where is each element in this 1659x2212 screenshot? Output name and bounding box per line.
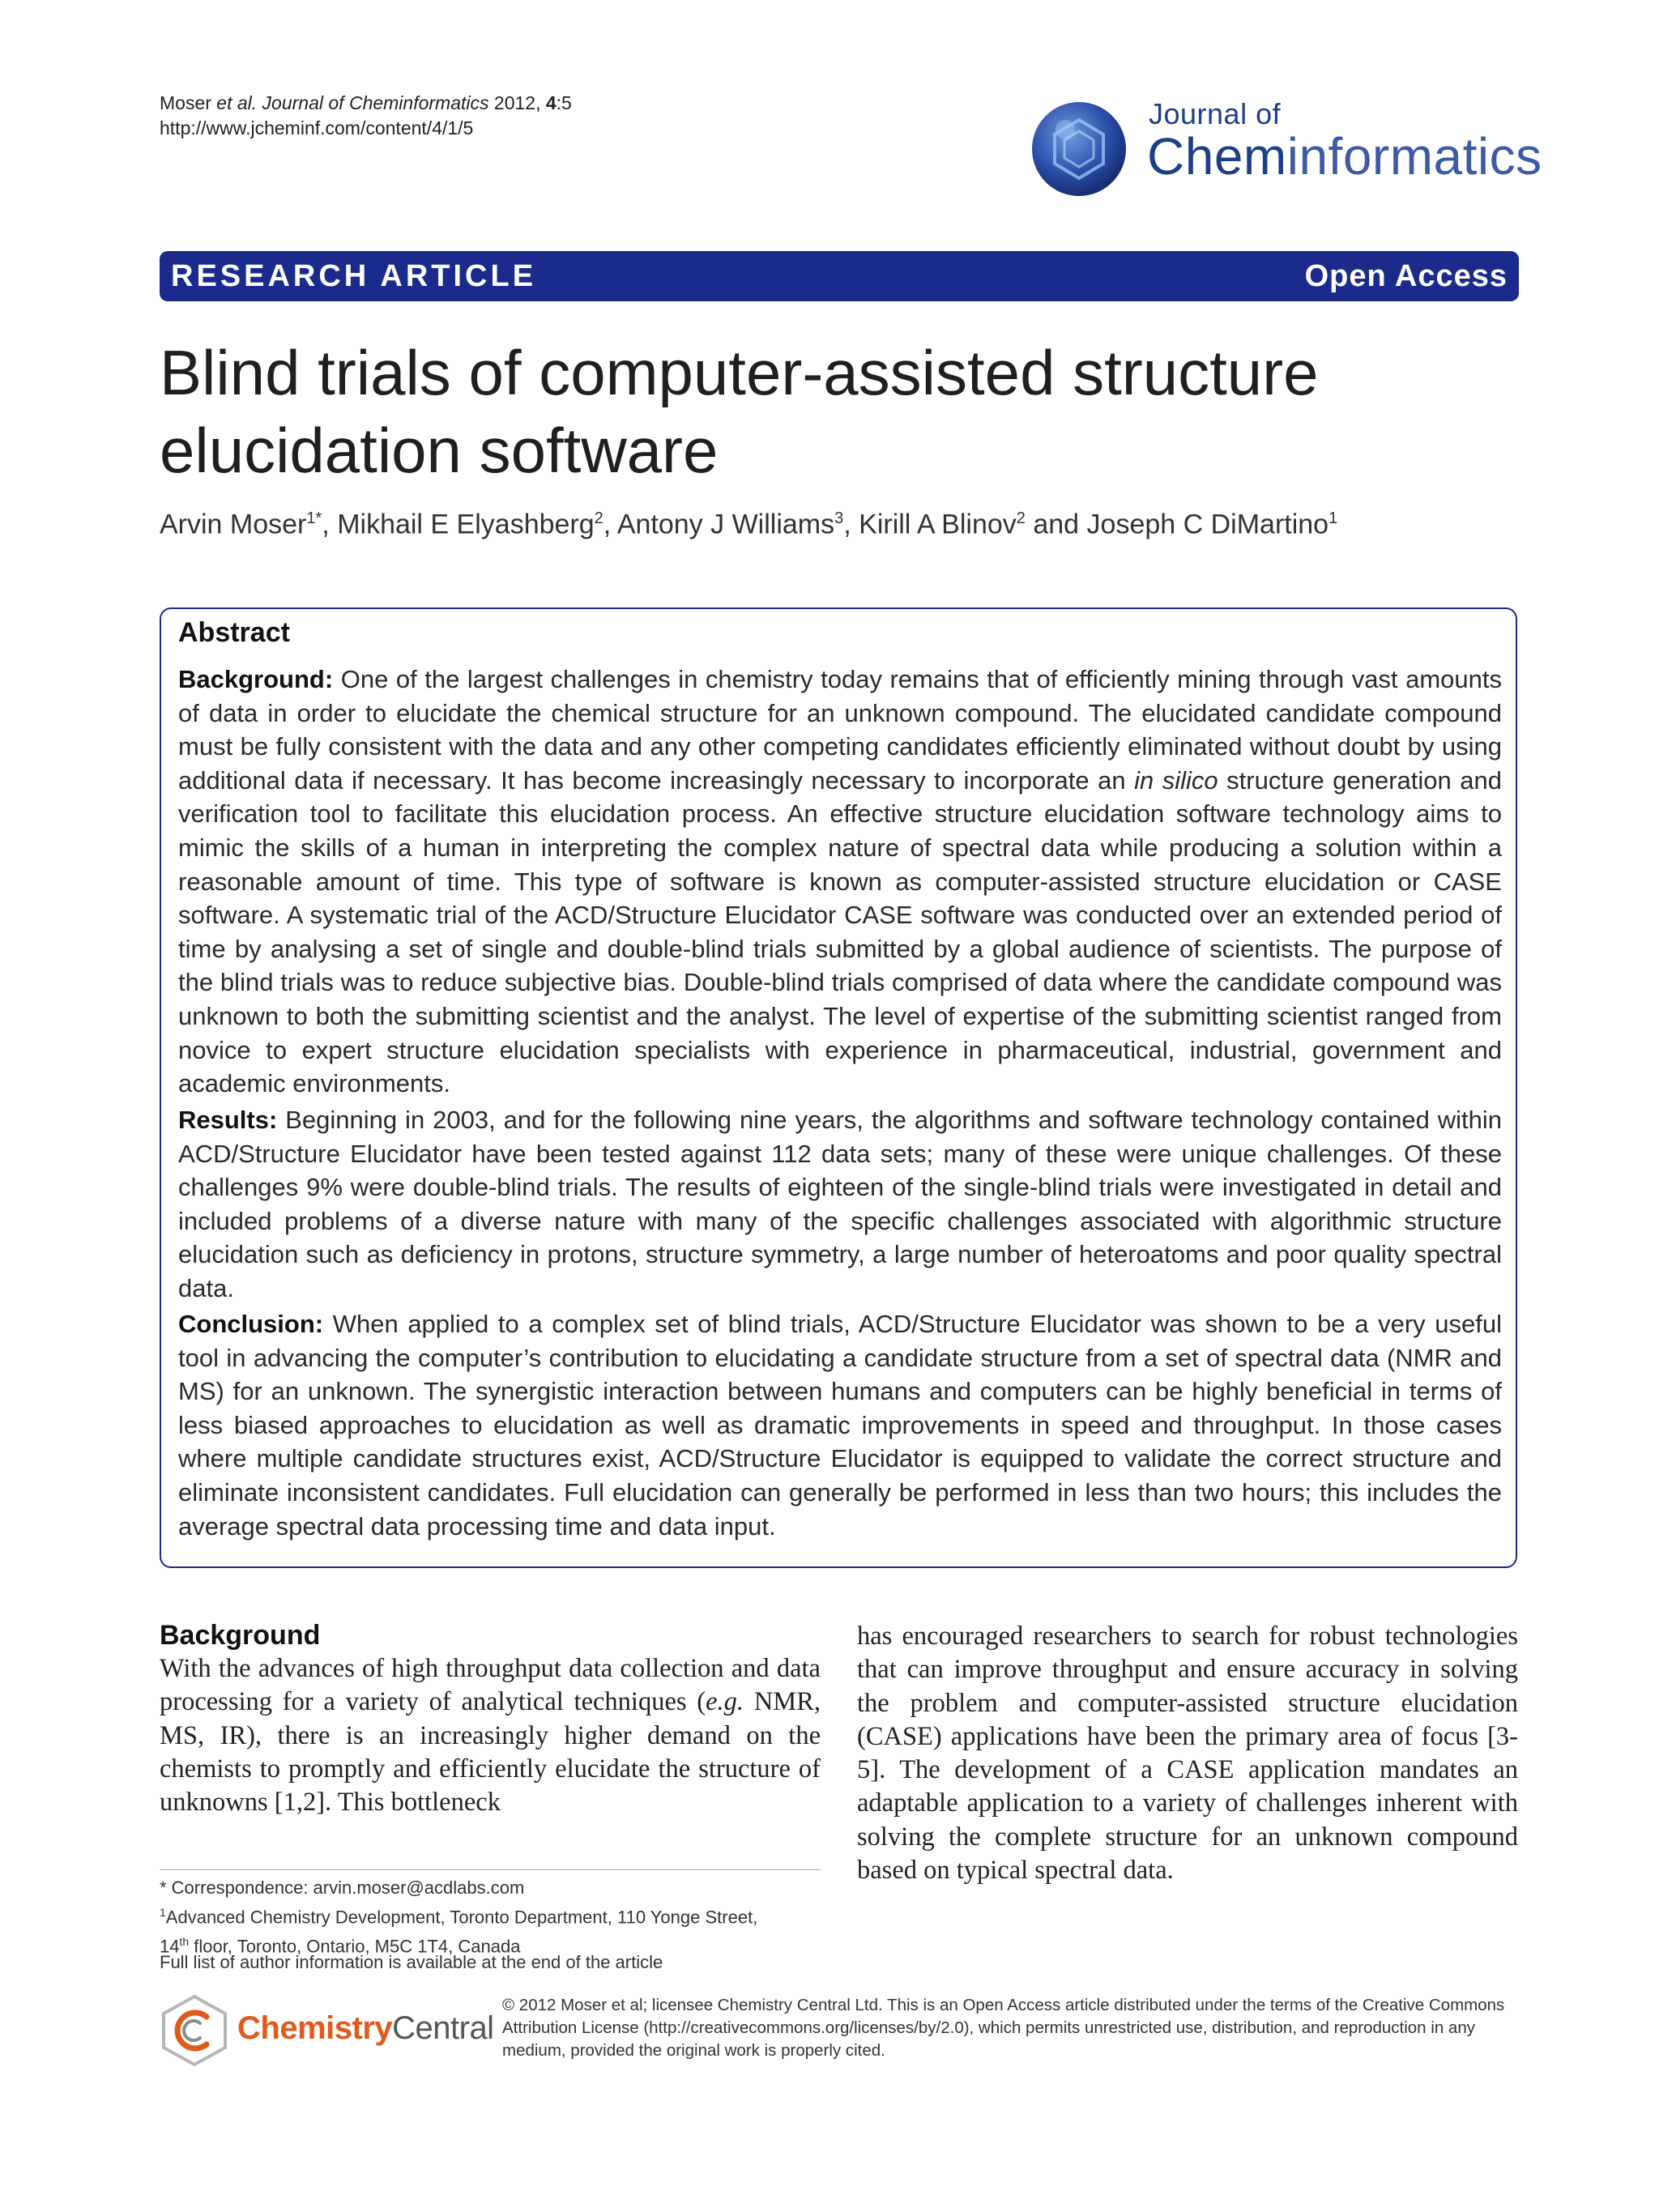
open-access-label: Open Access <box>1304 259 1508 293</box>
abstract-conclusion: Conclusion: When applied to a complex set of blind trials, ACD/Structure Elucidator was shown to be a very useful tool in advancing the computer’s contribution to elucidating a candidate structure from a set of spectral data (NMR and MS) for an unknown. The synergistic interaction between humans and computers can be highly beneficial in terms of less biased approaches to elucidation as well as dramatic improvements in speed and throughput. In those cases where multiple candidate structures exist, ACD/Structure Elucidator is equipped to validate the correct structure and eliminate inconsistent candidates. Full elucidation can generally be performed in less than two hours; this includes the average spectral data processing time and data input. <box>178 1310 1502 1541</box>
article-type-label: RESEARCH ARTICLE <box>171 259 537 293</box>
citation-line: Moser et al. Journal of Cheminformatics 2012, 4:5 <box>160 92 572 113</box>
author-info-note: Full list of author information is available at the end of the article <box>160 1952 663 1972</box>
journal-logo-small-text: Journal of <box>1149 97 1282 130</box>
correspondence-note: * Correspondence: arvin.moser@acdlabs.com <box>160 1877 525 1898</box>
chemistry-central-logo <box>160 1994 494 2067</box>
abstract-background: Background: One of the largest challenges in chemistry today remains that of efficiently mining through vast amounts of data in order to elucidate the chemical structure for an unknown compound. The elucidated candidate compound must be fully consistent with the data and any other competing candidates efficiently eliminated without doubt by using additional data if necessary. It has become increasingly necessary to incorporate an in silico structure generation and verification tool to facilitate this elucidation process. An effective structure elucidation software technology aims to mimic the skills of a human in interpreting the complex nature of spectral data while producing a solution within a reasonable amount of time. This type of software is known as computer-assisted structure elucidation or CASE software. A systematic trial of the ACD/Structure Elucidator CASE software was conducted over an extended period of time by analysing a set of single and double-blind trials submitted by a global audience of scientists. The purpose of the blind trials was to reduce subjective bias. Double-blind trials comprised of data where the candidate compound was unknown to both the submitting scientist and the analyst. The level of expertise of the submitting scientist ranged from novice to expert structure elucidation specialists with experience in pharmaceutical, industrial, government and academic environments. <box>178 665 1502 1098</box>
author-list: Arvin Moser$^{1*}$, Mikhail E Elyashberg$^2$, Antony J Williams$^3$, Kirill A Blinov$^2$ and Joseph C DiMartino$^1$ <box>160 509 1338 540</box>
abstract-results: Results: Beginning in 2003, and for the following nine years, the algorithms and software technology contained within ACD/Structure Elucidator have been tested against 112 data sets; many of these were unique challenges. Of these challenges 9% were double-blind trials. The results of eighteen of the single-blind trials were investigated in detail and included problems of a diverse nature with many of the specific challenges associated with algorithmic structure elucidation such as deficiency in protons, structure symmetry, a large number of heteroatoms and poor quality spectral data. <box>178 1106 1502 1302</box>
body-right-column: has encouraged researchers to search for robust technologies that can improve throughput and ensure accuracy in solving the problem and computer-assisted structure elucidation (CASE) applications have been the primary area of focus [3-5]. The development of a CASE application mandates an adaptable application to a variety of challenges inherent with solving the complete structure for an unknown compound based on typical spectral data. <box>857 1622 1518 1886</box>
author: Mikhail E Elyashberg <box>337 509 595 540</box>
author: Antony J Williams <box>616 509 835 540</box>
article-type-bar <box>160 251 1519 301</box>
chemistry-central-icon <box>160 1994 229 2067</box>
section-heading-background: Background <box>160 1620 321 1651</box>
journal-logo-name: Cheminformatics <box>1147 127 1542 185</box>
citation-header <box>160 91 572 141</box>
body-left-column: With the advances of high throughput data collection and data processing for a variety of analytical techniques (e.g. NMR, MS, IR), there is an increasingly higher demand on the chemists to promptly and efficiently elucidate the structure of unknowns [1,2]. This bottleneck <box>160 1654 821 1818</box>
author: Arvin Moser <box>160 509 307 540</box>
abstract-heading: Abstract <box>178 617 290 648</box>
affiliation-note: $^1$Advanced Chemistry Development, Toronto Department, 110 Yonge Street, 14th floor, Toronto, Ontario, M5C 1T4, Canada <box>160 1906 758 1957</box>
article-title: Blind trials of computer-assisted structure elucidation software <box>160 337 1319 486</box>
article-url[interactable]: http://www.jcheminf.com/content/4/1/5 <box>160 117 474 139</box>
license-text: © 2012 Moser et al; licensee Chemistry Central Ltd. This is an Open Access article distributed under the terms of the Creative Commons Attribution License (http://creativecommons.org/licenses/by/2.0), which permits unrestricted use, distribution, and reproduction in any medium, provided the original work is properly cited. <box>502 1996 1505 2060</box>
journal-logo <box>1029 96 1542 201</box>
chemistry-central-wordmark: ChemistryCentral <box>237 2010 494 2046</box>
journal-logo-icon <box>1029 96 1134 201</box>
author: Kirill A Blinov <box>859 509 1017 540</box>
footnote-divider <box>160 1869 821 1870</box>
author: Joseph C DiMartino <box>1086 509 1329 540</box>
